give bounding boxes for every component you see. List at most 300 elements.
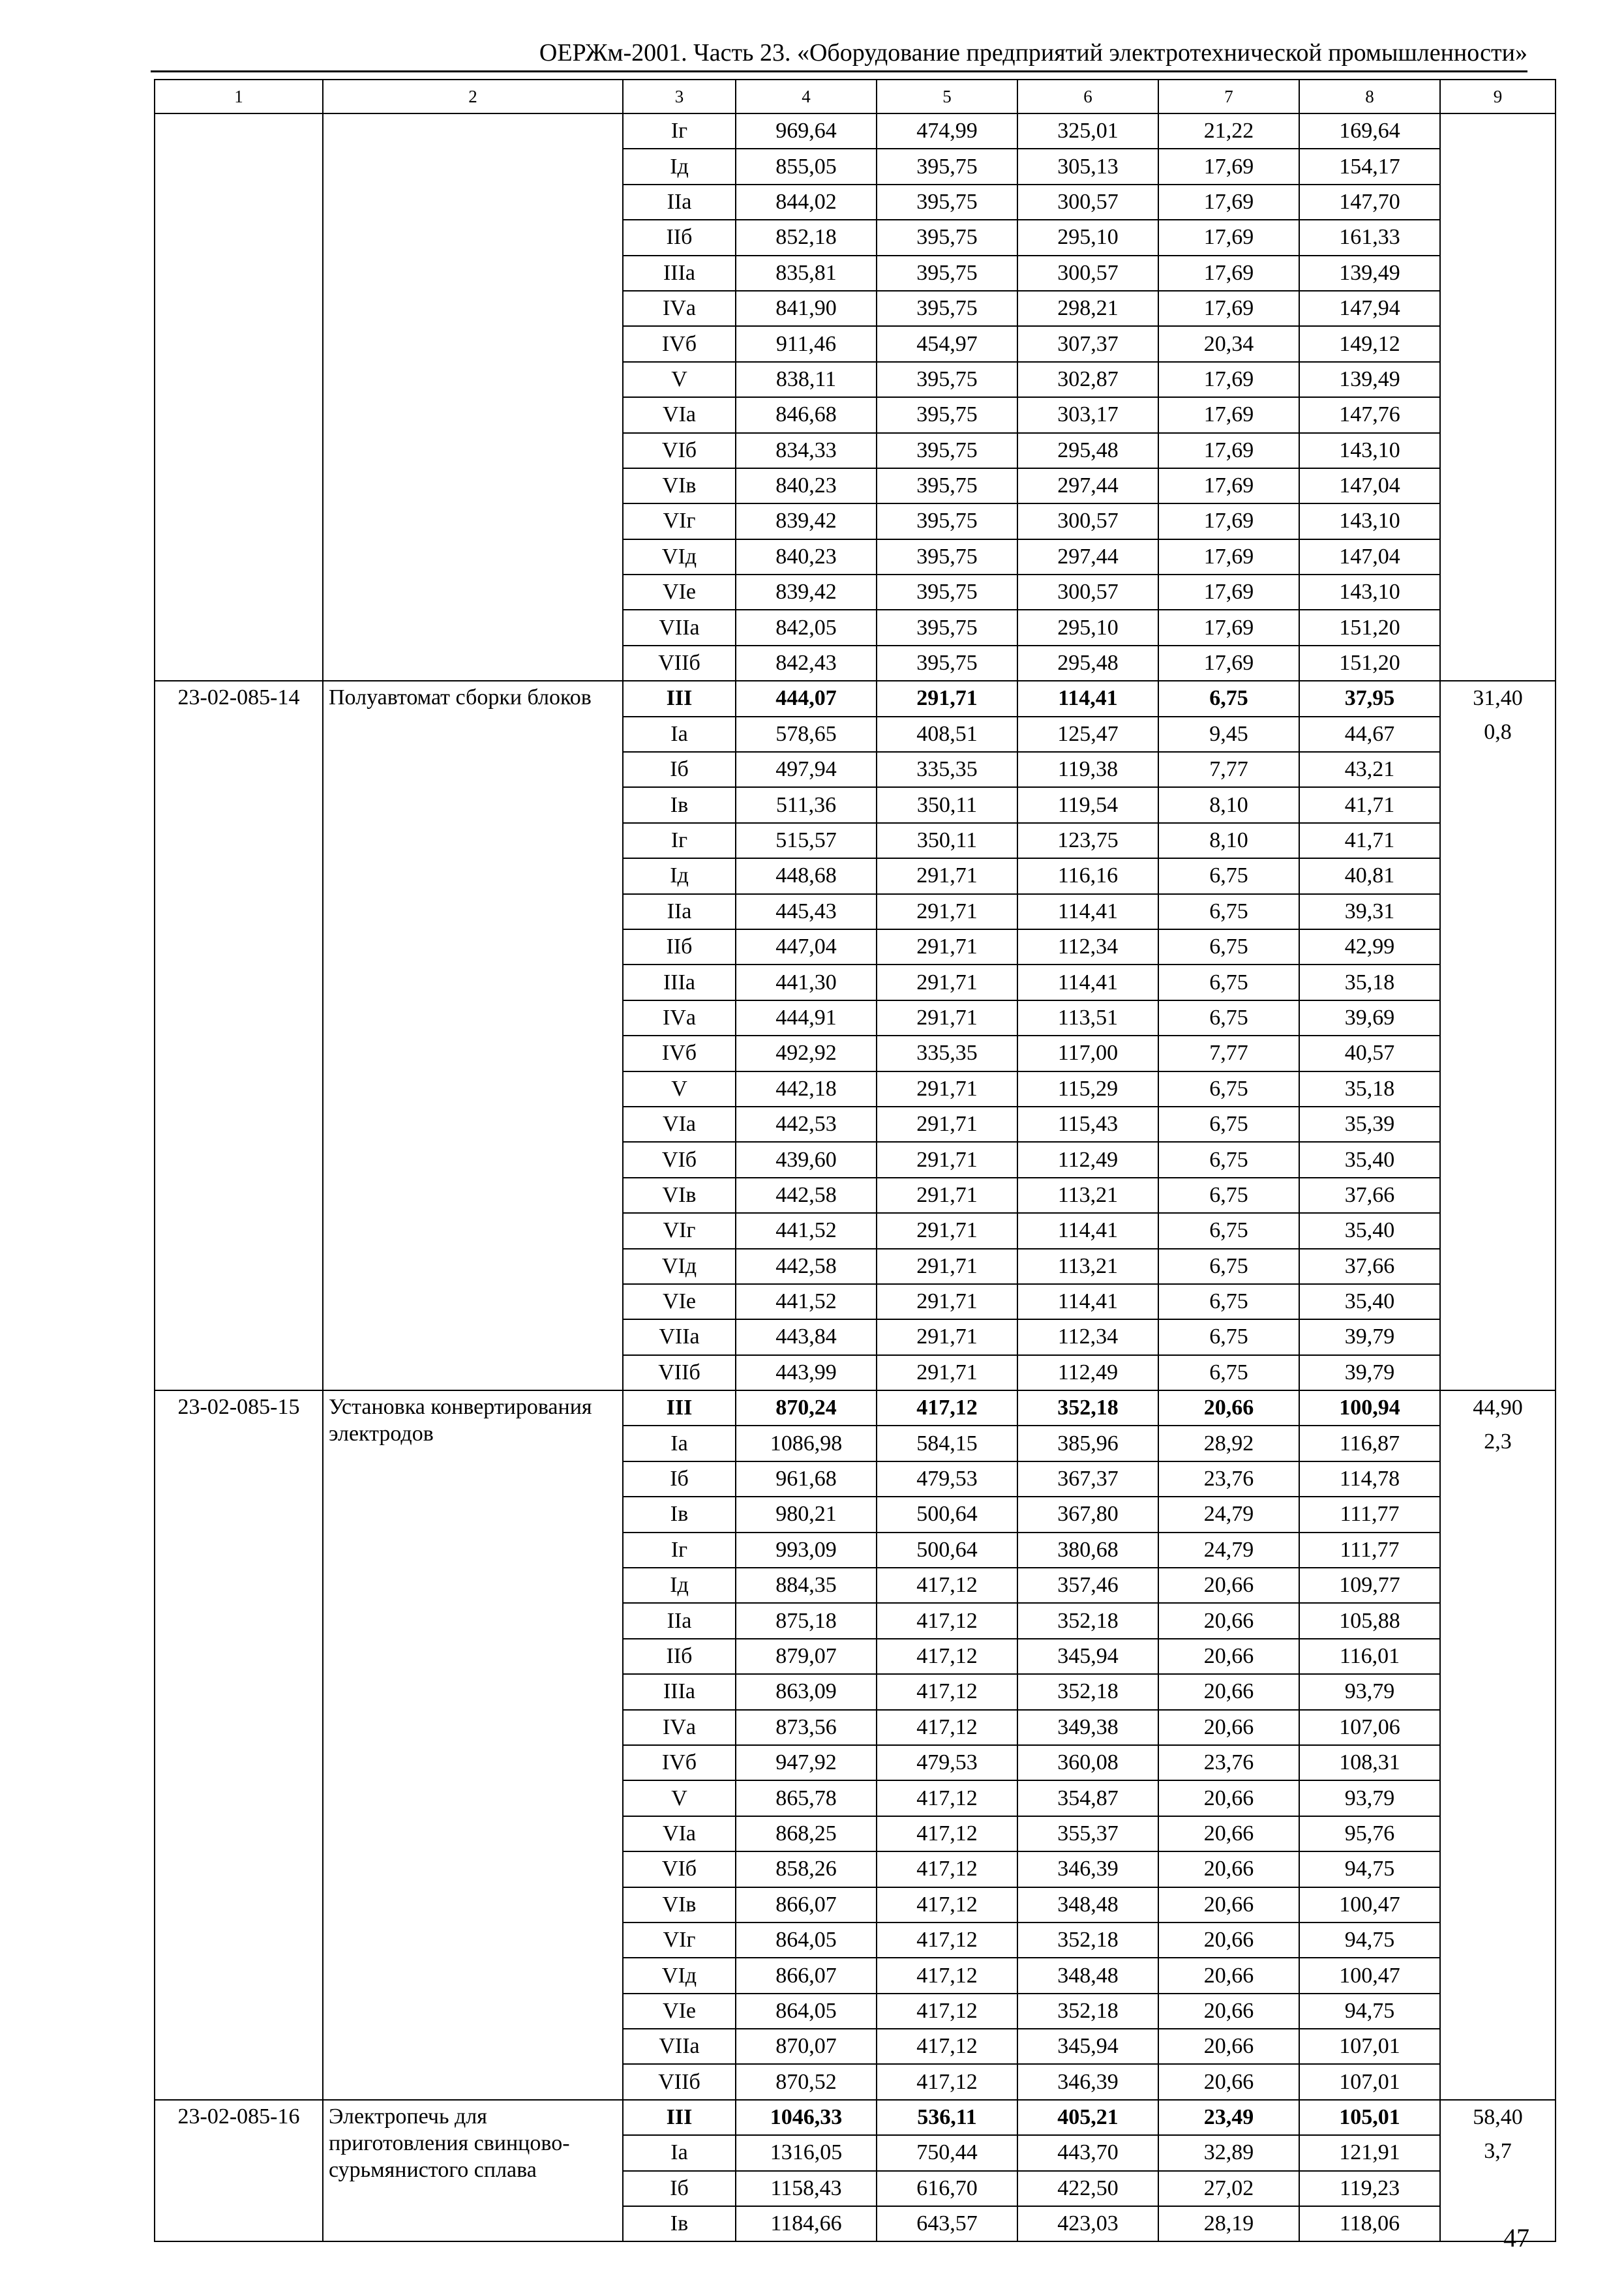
- value-cell: 307,37: [1017, 326, 1158, 361]
- column-number: 1: [155, 80, 323, 113]
- column-9-cell: [1440, 681, 1556, 1390]
- category-cell: III: [623, 2100, 736, 2135]
- value-cell: 20,66: [1158, 1390, 1299, 1426]
- category-cell: VIIа: [623, 1319, 736, 1354]
- value-cell: 578,65: [736, 717, 877, 752]
- value-cell: 980,21: [736, 1497, 877, 1532]
- value-cell: 24,79: [1158, 1533, 1299, 1568]
- value-cell: 325,01: [1017, 113, 1158, 149]
- value-cell: 348,48: [1017, 1958, 1158, 1993]
- value-cell: 42,99: [1299, 929, 1440, 965]
- value-cell: 300,57: [1017, 575, 1158, 610]
- value-cell: 6,75: [1158, 1213, 1299, 1248]
- value-cell: 300,57: [1017, 503, 1158, 539]
- value-cell: 93,79: [1299, 1674, 1440, 1709]
- rates-table-body: [155, 80, 1556, 2241]
- value-cell: 20,66: [1158, 1780, 1299, 1816]
- category-cell: IIIа: [623, 965, 736, 1000]
- value-cell: 114,41: [1017, 681, 1158, 716]
- value-cell: 335,35: [877, 752, 1017, 787]
- value-cell: 20,66: [1158, 1958, 1299, 1993]
- category-cell: IVб: [623, 326, 736, 361]
- value-cell: 969,64: [736, 113, 877, 149]
- value-cell: 20,66: [1158, 1922, 1299, 1958]
- value-cell: 500,64: [877, 1533, 1017, 1568]
- category-cell: VIв: [623, 1887, 736, 1922]
- category-cell: IVа: [623, 1000, 736, 1036]
- column-9-value: 3,7: [1484, 2138, 1512, 2163]
- value-cell: 105,01: [1299, 2100, 1440, 2135]
- value-cell: 100,47: [1299, 1958, 1440, 1993]
- value-cell: 864,05: [736, 1922, 877, 1958]
- value-cell: 151,20: [1299, 610, 1440, 645]
- value-cell: 492,92: [736, 1036, 877, 1071]
- category-cell: Iв: [623, 2206, 736, 2241]
- value-cell: 395,75: [877, 397, 1017, 432]
- value-cell: 40,57: [1299, 1036, 1440, 1071]
- column-number: 4: [736, 80, 877, 113]
- category-cell: Iв: [623, 787, 736, 822]
- category-cell: VIа: [623, 1107, 736, 1142]
- equipment-name: [323, 113, 623, 681]
- value-cell: 417,12: [877, 1851, 1017, 1887]
- value-cell: 302,87: [1017, 362, 1158, 397]
- value-cell: 1158,43: [736, 2171, 877, 2206]
- value-cell: 114,41: [1017, 1284, 1158, 1319]
- value-cell: 352,18: [1017, 1674, 1158, 1709]
- value-cell: 840,23: [736, 539, 877, 575]
- value-cell: 295,48: [1017, 433, 1158, 468]
- value-cell: 291,71: [877, 1107, 1017, 1142]
- column-number: 6: [1017, 80, 1158, 113]
- value-cell: 105,88: [1299, 1603, 1440, 1638]
- value-cell: 1316,05: [736, 2135, 877, 2170]
- value-cell: 911,46: [736, 326, 877, 361]
- value-cell: 297,44: [1017, 468, 1158, 503]
- value-cell: 300,57: [1017, 256, 1158, 291]
- value-cell: 6,75: [1158, 1000, 1299, 1036]
- value-cell: 147,76: [1299, 397, 1440, 432]
- value-cell: 873,56: [736, 1710, 877, 1745]
- column-9-value: 44,90: [1473, 1396, 1523, 1420]
- value-cell: 6,75: [1158, 965, 1299, 1000]
- value-cell: 107,06: [1299, 1710, 1440, 1745]
- value-cell: 116,87: [1299, 1426, 1440, 1461]
- column-9-value: 31,40: [1473, 686, 1523, 711]
- value-cell: 112,49: [1017, 1355, 1158, 1390]
- value-cell: 35,40: [1299, 1284, 1440, 1319]
- value-cell: 118,06: [1299, 2206, 1440, 2241]
- value-cell: 6,75: [1158, 681, 1299, 716]
- value-cell: 584,15: [877, 1426, 1017, 1461]
- value-cell: 443,99: [736, 1355, 877, 1390]
- value-cell: 846,68: [736, 397, 877, 432]
- value-cell: 20,66: [1158, 2029, 1299, 2064]
- category-cell: IIа: [623, 894, 736, 929]
- value-cell: 108,31: [1299, 1745, 1440, 1780]
- value-cell: 291,71: [877, 1142, 1017, 1177]
- value-cell: 94,75: [1299, 1994, 1440, 2029]
- value-cell: 291,71: [877, 1213, 1017, 1248]
- value-cell: 380,68: [1017, 1533, 1158, 1568]
- rate-code: [155, 113, 323, 681]
- value-cell: 7,77: [1158, 1036, 1299, 1071]
- value-cell: 295,10: [1017, 610, 1158, 645]
- value-cell: 408,51: [877, 717, 1017, 752]
- value-cell: 6,75: [1158, 1178, 1299, 1213]
- value-cell: 17,69: [1158, 362, 1299, 397]
- value-cell: 17,69: [1158, 185, 1299, 220]
- category-cell: VIа: [623, 397, 736, 432]
- value-cell: 417,12: [877, 1674, 1017, 1709]
- value-cell: 367,80: [1017, 1497, 1158, 1532]
- value-cell: 17,69: [1158, 291, 1299, 326]
- value-cell: 443,70: [1017, 2135, 1158, 2170]
- value-cell: 100,47: [1299, 1887, 1440, 1922]
- value-cell: 23,76: [1158, 1745, 1299, 1780]
- value-cell: 842,43: [736, 646, 877, 681]
- value-cell: 479,53: [877, 1461, 1017, 1497]
- value-cell: 497,94: [736, 752, 877, 787]
- value-cell: 20,66: [1158, 1639, 1299, 1674]
- value-cell: 114,41: [1017, 1213, 1158, 1248]
- value-cell: 395,75: [877, 610, 1017, 645]
- value-cell: 113,21: [1017, 1178, 1158, 1213]
- value-cell: 840,23: [736, 468, 877, 503]
- value-cell: 417,12: [877, 1922, 1017, 1958]
- value-cell: 864,05: [736, 1994, 877, 2029]
- category-cell: IIб: [623, 220, 736, 255]
- value-cell: 35,18: [1299, 965, 1440, 1000]
- value-cell: 345,94: [1017, 2029, 1158, 2064]
- value-cell: 100,94: [1299, 1390, 1440, 1426]
- value-cell: 7,77: [1158, 752, 1299, 787]
- value-cell: 20,66: [1158, 1887, 1299, 1922]
- value-cell: 417,12: [877, 1994, 1017, 2029]
- value-cell: 352,18: [1017, 1922, 1158, 1958]
- value-cell: 17,69: [1158, 646, 1299, 681]
- category-cell: Iа: [623, 1426, 736, 1461]
- value-cell: 114,78: [1299, 1461, 1440, 1497]
- value-cell: 536,11: [877, 2100, 1017, 2135]
- category-cell: Iг: [623, 1533, 736, 1568]
- value-cell: 866,07: [736, 1958, 877, 1993]
- value-cell: 37,95: [1299, 681, 1440, 716]
- value-cell: 20,34: [1158, 326, 1299, 361]
- category-cell: VIIб: [623, 1355, 736, 1390]
- value-cell: 17,69: [1158, 468, 1299, 503]
- value-cell: 870,24: [736, 1390, 877, 1426]
- value-cell: 114,41: [1017, 965, 1158, 1000]
- category-cell: Iа: [623, 717, 736, 752]
- category-cell: IIа: [623, 185, 736, 220]
- value-cell: 20,66: [1158, 1603, 1299, 1638]
- value-cell: 442,18: [736, 1071, 877, 1107]
- value-cell: 295,10: [1017, 220, 1158, 255]
- value-cell: 395,75: [877, 575, 1017, 610]
- value-cell: 865,78: [736, 1780, 877, 1816]
- value-cell: 345,94: [1017, 1639, 1158, 1674]
- value-cell: 20,66: [1158, 1851, 1299, 1887]
- value-cell: 841,90: [736, 291, 877, 326]
- value-cell: 298,21: [1017, 291, 1158, 326]
- value-cell: 6,75: [1158, 1107, 1299, 1142]
- value-cell: 961,68: [736, 1461, 877, 1497]
- value-cell: 866,07: [736, 1887, 877, 1922]
- category-cell: IVб: [623, 1036, 736, 1071]
- value-cell: 115,29: [1017, 1071, 1158, 1107]
- value-cell: 395,75: [877, 433, 1017, 468]
- category-cell: IIб: [623, 929, 736, 965]
- value-cell: 838,11: [736, 362, 877, 397]
- value-cell: 147,70: [1299, 185, 1440, 220]
- table-row: [155, 1390, 1556, 1426]
- category-cell: Iа: [623, 2135, 736, 2170]
- category-cell: VIIа: [623, 2029, 736, 2064]
- value-cell: 417,12: [877, 1816, 1017, 1851]
- value-cell: 863,09: [736, 1674, 877, 1709]
- value-cell: 6,75: [1158, 1142, 1299, 1177]
- value-cell: 441,52: [736, 1213, 877, 1248]
- column-9-value: 58,40: [1473, 2104, 1523, 2129]
- value-cell: 94,75: [1299, 1922, 1440, 1958]
- value-cell: 20,66: [1158, 2064, 1299, 2099]
- category-cell: VIIб: [623, 646, 736, 681]
- value-cell: 844,02: [736, 185, 877, 220]
- value-cell: 114,41: [1017, 894, 1158, 929]
- value-cell: 37,66: [1299, 1249, 1440, 1284]
- value-cell: 448,68: [736, 858, 877, 893]
- category-cell: Iб: [623, 2171, 736, 2206]
- value-cell: 439,60: [736, 1142, 877, 1177]
- value-cell: 395,75: [877, 256, 1017, 291]
- category-cell: VIе: [623, 1994, 736, 2029]
- category-cell: VIб: [623, 433, 736, 468]
- column-number: 7: [1158, 80, 1299, 113]
- value-cell: 111,77: [1299, 1533, 1440, 1568]
- page-number: 47: [1503, 2223, 1529, 2252]
- value-cell: 352,18: [1017, 1603, 1158, 1638]
- value-cell: 17,69: [1158, 220, 1299, 255]
- value-cell: 21,22: [1158, 113, 1299, 149]
- value-cell: 395,75: [877, 539, 1017, 575]
- column-number: 3: [623, 80, 736, 113]
- value-cell: 43,21: [1299, 752, 1440, 787]
- value-cell: 291,71: [877, 1284, 1017, 1319]
- value-cell: 23,49: [1158, 2100, 1299, 2135]
- rate-code: 23-02-085-15: [155, 1390, 323, 2100]
- category-cell: VIг: [623, 1213, 736, 1248]
- value-cell: 443,84: [736, 1319, 877, 1354]
- category-cell: VIд: [623, 1249, 736, 1284]
- value-cell: 143,10: [1299, 433, 1440, 468]
- value-cell: 441,30: [736, 965, 877, 1000]
- rates-table: [154, 79, 1556, 2242]
- category-cell: IVб: [623, 1745, 736, 1780]
- value-cell: 8,10: [1158, 823, 1299, 858]
- category-cell: VIб: [623, 1142, 736, 1177]
- value-cell: 352,18: [1017, 1390, 1158, 1426]
- value-cell: 350,11: [877, 823, 1017, 858]
- value-cell: 291,71: [877, 965, 1017, 1000]
- value-cell: 119,23: [1299, 2171, 1440, 2206]
- category-cell: Iг: [623, 113, 736, 149]
- category-cell: Iд: [623, 149, 736, 184]
- value-cell: 750,44: [877, 2135, 1017, 2170]
- value-cell: 303,17: [1017, 397, 1158, 432]
- value-cell: 44,67: [1299, 717, 1440, 752]
- rate-code: 23-02-085-16: [155, 2100, 323, 2242]
- value-cell: 500,64: [877, 1497, 1017, 1532]
- document-header-title: ОЕРЖм-2001. Часть 23. «Оборудование предприятий электротехнической промышленности»: [539, 39, 1527, 67]
- value-cell: 357,46: [1017, 1568, 1158, 1603]
- value-cell: 346,39: [1017, 1851, 1158, 1887]
- value-cell: 32,89: [1158, 2135, 1299, 2170]
- value-cell: 291,71: [877, 1319, 1017, 1354]
- value-cell: 346,39: [1017, 2064, 1158, 2099]
- category-cell: Iд: [623, 1568, 736, 1603]
- value-cell: 444,07: [736, 681, 877, 716]
- value-cell: 395,75: [877, 185, 1017, 220]
- value-cell: 417,12: [877, 1390, 1017, 1426]
- value-cell: 143,10: [1299, 503, 1440, 539]
- value-cell: 291,71: [877, 858, 1017, 893]
- category-cell: V: [623, 1780, 736, 1816]
- value-cell: 20,66: [1158, 1568, 1299, 1603]
- category-cell: IVа: [623, 1710, 736, 1745]
- column-number: 2: [323, 80, 623, 113]
- value-cell: 17,69: [1158, 433, 1299, 468]
- value-cell: 123,75: [1017, 823, 1158, 858]
- value-cell: 117,00: [1017, 1036, 1158, 1071]
- value-cell: 20,66: [1158, 1674, 1299, 1709]
- category-cell: V: [623, 1071, 736, 1107]
- value-cell: 1086,98: [736, 1426, 877, 1461]
- value-cell: 352,18: [1017, 1994, 1158, 2029]
- value-cell: 417,12: [877, 2064, 1017, 2099]
- value-cell: 417,12: [877, 1603, 1017, 1638]
- value-cell: 291,71: [877, 1000, 1017, 1036]
- value-cell: 147,04: [1299, 468, 1440, 503]
- value-cell: 27,02: [1158, 2171, 1299, 2206]
- equipment-name: Полуавтомат сборки блоков: [323, 681, 623, 1390]
- category-cell: VIе: [623, 575, 736, 610]
- value-cell: 447,04: [736, 929, 877, 965]
- value-cell: 295,48: [1017, 646, 1158, 681]
- value-cell: 643,57: [877, 2206, 1017, 2241]
- value-cell: 94,75: [1299, 1851, 1440, 1887]
- value-cell: 17,69: [1158, 610, 1299, 645]
- column-9-value: 0,8: [1484, 720, 1512, 745]
- value-cell: 417,12: [877, 1639, 1017, 1674]
- value-cell: 8,10: [1158, 787, 1299, 822]
- category-cell: IIа: [623, 1603, 736, 1638]
- column-number: 9: [1440, 80, 1556, 113]
- value-cell: 41,71: [1299, 823, 1440, 858]
- value-cell: 6,75: [1158, 894, 1299, 929]
- column-9-cell: [1440, 2100, 1556, 2242]
- value-cell: 28,92: [1158, 1426, 1299, 1461]
- value-cell: 291,71: [877, 1355, 1017, 1390]
- category-cell: V: [623, 362, 736, 397]
- value-cell: 834,33: [736, 433, 877, 468]
- value-cell: 95,76: [1299, 1816, 1440, 1851]
- value-cell: 395,75: [877, 468, 1017, 503]
- value-cell: 993,09: [736, 1533, 877, 1568]
- category-cell: VIа: [623, 1816, 736, 1851]
- value-cell: 454,97: [877, 326, 1017, 361]
- value-cell: 291,71: [877, 894, 1017, 929]
- value-cell: 858,26: [736, 1851, 877, 1887]
- value-cell: 113,21: [1017, 1249, 1158, 1284]
- value-cell: 291,71: [877, 1249, 1017, 1284]
- value-cell: 111,77: [1299, 1497, 1440, 1532]
- value-cell: 139,49: [1299, 256, 1440, 291]
- value-cell: 17,69: [1158, 256, 1299, 291]
- category-cell: VIг: [623, 1922, 736, 1958]
- value-cell: 479,53: [877, 1745, 1017, 1780]
- value-cell: 41,71: [1299, 787, 1440, 822]
- value-cell: 119,54: [1017, 787, 1158, 822]
- value-cell: 93,79: [1299, 1780, 1440, 1816]
- value-cell: 417,12: [877, 1887, 1017, 1922]
- equipment-name: Электропечь для приготовления свинцово-сурьмянистого сплава: [323, 2100, 623, 2242]
- value-cell: 348,48: [1017, 1887, 1158, 1922]
- value-cell: 291,71: [877, 681, 1017, 716]
- value-cell: 1184,66: [736, 2206, 877, 2241]
- value-cell: 417,12: [877, 1958, 1017, 1993]
- value-cell: 125,47: [1017, 717, 1158, 752]
- value-cell: 121,91: [1299, 2135, 1440, 2170]
- category-cell: IIIа: [623, 1674, 736, 1709]
- value-cell: 350,11: [877, 787, 1017, 822]
- value-cell: 39,31: [1299, 894, 1440, 929]
- value-cell: 147,04: [1299, 539, 1440, 575]
- value-cell: 23,76: [1158, 1461, 1299, 1497]
- column-9-value: 2,3: [1484, 1429, 1512, 1454]
- value-cell: 9,45: [1158, 717, 1299, 752]
- table-row: [155, 2100, 1556, 2135]
- value-cell: 515,57: [736, 823, 877, 858]
- category-cell: VIд: [623, 1958, 736, 1993]
- value-cell: 161,33: [1299, 220, 1440, 255]
- value-cell: 335,35: [877, 1036, 1017, 1071]
- value-cell: 17,69: [1158, 397, 1299, 432]
- value-cell: 354,87: [1017, 1780, 1158, 1816]
- category-cell: III: [623, 1390, 736, 1426]
- value-cell: 442,53: [736, 1107, 877, 1142]
- value-cell: 6,75: [1158, 1249, 1299, 1284]
- value-cell: 6,75: [1158, 1071, 1299, 1107]
- value-cell: 947,92: [736, 1745, 877, 1780]
- category-cell: VIв: [623, 1178, 736, 1213]
- value-cell: 39,69: [1299, 1000, 1440, 1036]
- value-cell: 1046,33: [736, 2100, 877, 2135]
- value-cell: 6,75: [1158, 1355, 1299, 1390]
- value-cell: 28,19: [1158, 2206, 1299, 2241]
- value-cell: 474,99: [877, 113, 1017, 149]
- value-cell: 35,40: [1299, 1142, 1440, 1177]
- value-cell: 870,07: [736, 2029, 877, 2064]
- value-cell: 441,52: [736, 1284, 877, 1319]
- value-cell: 417,12: [877, 1568, 1017, 1603]
- value-cell: 112,49: [1017, 1142, 1158, 1177]
- value-cell: 616,70: [877, 2171, 1017, 2206]
- value-cell: 107,01: [1299, 2029, 1440, 2064]
- value-cell: 119,38: [1017, 752, 1158, 787]
- value-cell: 852,18: [736, 220, 877, 255]
- value-cell: 20,66: [1158, 1994, 1299, 2029]
